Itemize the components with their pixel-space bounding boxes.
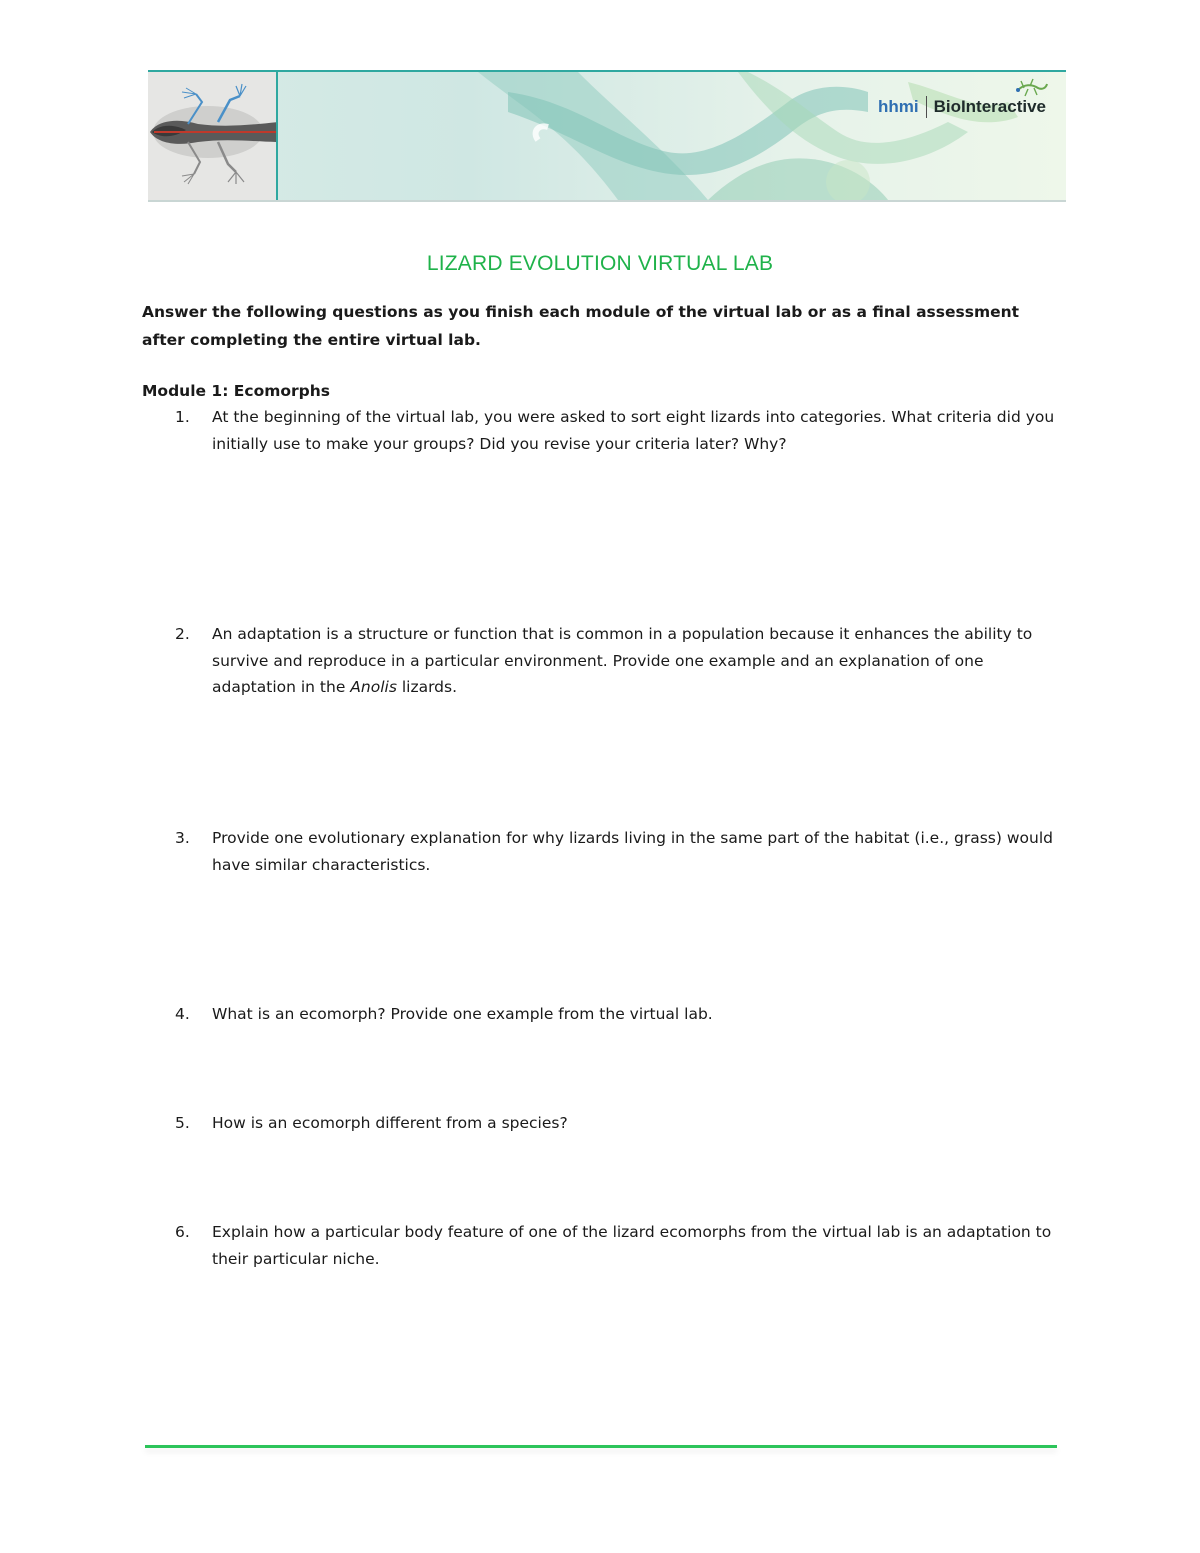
question-text: What is an ecomorph? Provide one example from the virtual lab. <box>212 1005 713 1023</box>
footer-divider <box>145 1445 1057 1448</box>
page-title: LIZARD EVOLUTION VIRTUAL LAB <box>426 252 774 275</box>
question-1 <box>142 404 1062 457</box>
hhmi-biointeractive-logo <box>878 92 1046 122</box>
module-heading: Module 1: Ecomorphs <box>142 382 331 400</box>
question-text: At the beginning of the virtual lab, you were asked to sort eight lizards into categories. What criteria did you initially use to make your groups? Did you revise your criteria later? Why? <box>212 408 1055 453</box>
question-number: 2. <box>175 625 190 643</box>
question-text: How is an ecomorph different from a species? <box>212 1114 568 1132</box>
question-number: 1. <box>175 408 190 426</box>
question-3 <box>142 825 1062 878</box>
question-number: 6. <box>175 1223 190 1241</box>
question-text: Explain how a particular body feature of one of the lizard ecomorphs from the virtual lab is an adaptation to their particular niche. <box>212 1223 1052 1268</box>
question-number: 4. <box>175 1005 190 1023</box>
question-number: 5. <box>175 1114 190 1132</box>
question-number: 3. <box>175 829 190 847</box>
question-text-part: lizards. <box>396 678 458 696</box>
lizard-xray-image <box>148 72 278 200</box>
question-text-part: An adaptation is a structure or function that is common in a population because it enhances the ability to survive and reproduce in a particular environment. Provide one example and an explanation of one adaptation in the <box>212 625 1033 696</box>
logo-hhmi-text: hhmi <box>877 97 919 116</box>
question-text <box>212 621 1062 701</box>
question-2 <box>142 621 1062 701</box>
question-text: Provide one evolutionary explanation for why lizards living in the same part of the habitat (i.e., grass) would have similar characteristics. <box>212 829 1053 874</box>
genus-name: Anolis <box>350 678 397 696</box>
question-4 <box>142 1001 1062 1028</box>
intro-instructions: Answer the following questions as you finish each module of the virtual lab or as a final assessment after completing the entire virtual lab. <box>142 303 1020 349</box>
logo-divider <box>926 96 927 118</box>
question-5 <box>142 1110 1062 1137</box>
header-banner <box>148 70 1066 202</box>
logo-biointeractive-text: BioInteractive <box>933 97 1046 116</box>
question-6 <box>142 1219 1062 1272</box>
